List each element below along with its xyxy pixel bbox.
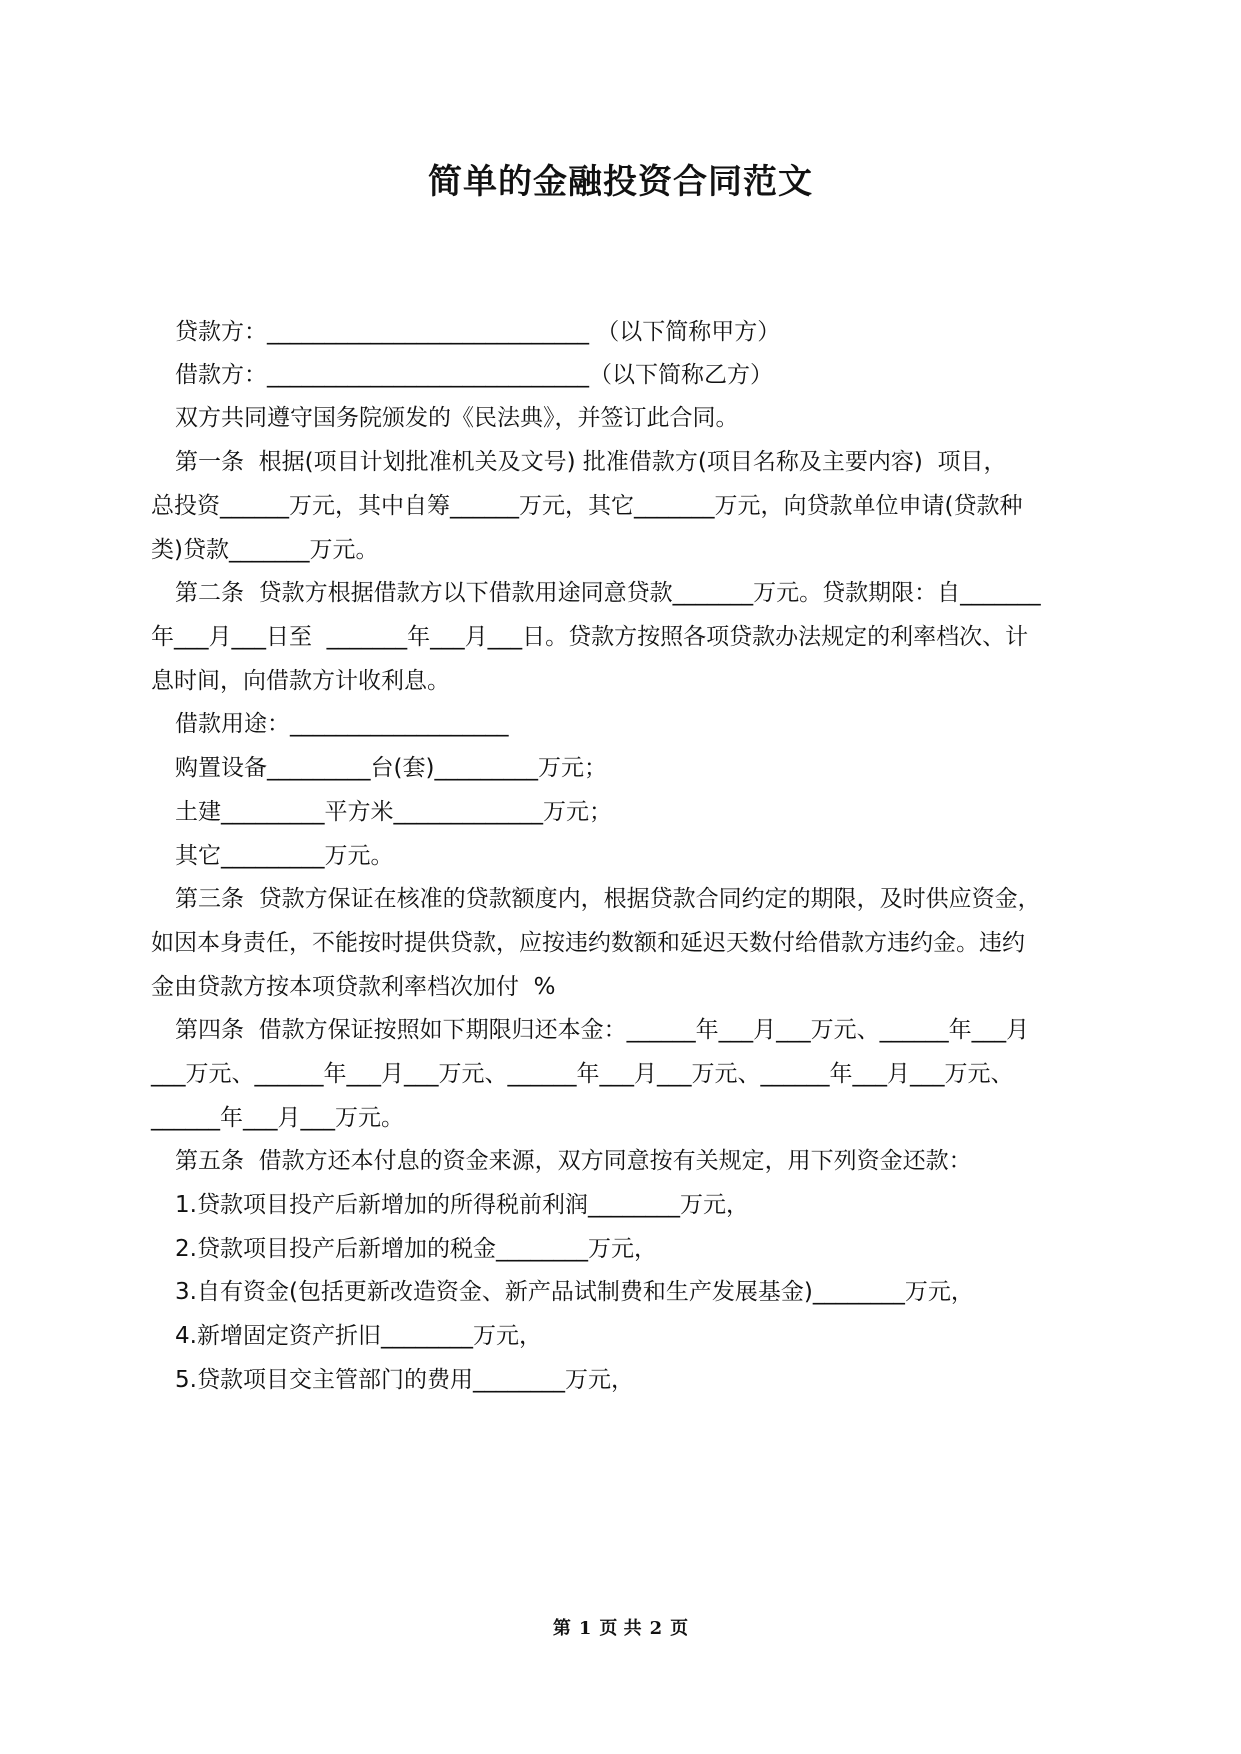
page-footer: [0, 1617, 1241, 1641]
current-page-number: 1: [578, 1618, 592, 1639]
page-label-suffix: 页: [670, 1618, 689, 1639]
repayment-item-4: 4.新增固定资产折旧________万元，: [175, 1323, 542, 1349]
other-line: 其它_________万元。: [175, 843, 394, 869]
article-1-line-3: 类)贷款_______万元。: [151, 537, 379, 563]
article-1-line-2: 总投资______万元，其中自筹______万元，其它_______万元，向贷款单位申请(贷款种: [151, 493, 1023, 519]
article-3-line-1: 第三条 贷款方保证在核准的贷款额度内，根据贷款合同约定的期限，及时供应资金，: [175, 886, 1041, 912]
article-3-line-3: 金由贷款方按本项贷款利率档次加付 %: [151, 974, 556, 1000]
article-4-line-1: 第四条 借款方保证按照如下期限归还本金：______年___月___万元、______年___月: [175, 1017, 1030, 1043]
article-2-line-2: 年___月___日至 _______年___月___日。贷款方按照各项贷款办法规定的利率档次、计: [151, 624, 1029, 650]
article-2-line-3: 息时间，向借款方计收利息。: [151, 668, 450, 694]
loan-purpose-line: 借款用途：___________________: [175, 711, 509, 737]
document-title: 简单的金融投资合同范文: [428, 162, 813, 202]
construction-line: 土建_________平方米_____________万元；: [175, 799, 612, 825]
repayment-item-3: 3.自有资金(包括更新改造资金、新产品试制费和生产发展基金)________万元，: [175, 1279, 974, 1305]
article-2-line-1: 第二条 贷款方根据借款方以下借款用途同意贷款_______万元。贷款期限：自_______: [175, 580, 1041, 606]
equipment-line: 购置设备_________台(套)_________万元；: [175, 755, 607, 781]
article-4-line-3: ______年___月___万元。: [151, 1105, 404, 1131]
repayment-item-5: 5.贷款项目交主管部门的费用________万元，: [175, 1367, 634, 1393]
preamble-line: 双方共同遵守国务院颁发的《民法典》，并签订此合同。: [175, 405, 739, 431]
borrower-line: 借款方：____________________________（以下简称乙方）: [175, 362, 773, 388]
repayment-item-1: 1.贷款项目投产后新增加的所得税前利润________万元，: [175, 1192, 749, 1218]
article-4-line-2: ___万元、______年___月___万元、______年___月___万元、______年___月___万元、: [151, 1061, 1014, 1087]
total-pages-number: 2: [649, 1618, 663, 1639]
article-5-line-1: 第五条 借款方还本付息的资金来源，双方同意按有关规定，用下列资金还款：: [175, 1148, 972, 1174]
lender-line: 贷款方：____________________________ （以下简称甲方）: [175, 319, 781, 345]
page-label-mid: 页 共: [599, 1618, 642, 1639]
page-label-prefix: 第: [552, 1618, 571, 1639]
article-3-line-2: 如因本身责任，不能按时提供贷款，应按违约数额和延迟天数付给借款方违约金。违约: [151, 930, 1025, 956]
article-1-line-1: 第一条 根据(项目计划批准机关及文号) 批准借款方(项目名称及主要内容) 项目，: [175, 449, 1007, 475]
repayment-item-2: 2.贷款项目投产后新增加的税金________万元，: [175, 1236, 657, 1262]
